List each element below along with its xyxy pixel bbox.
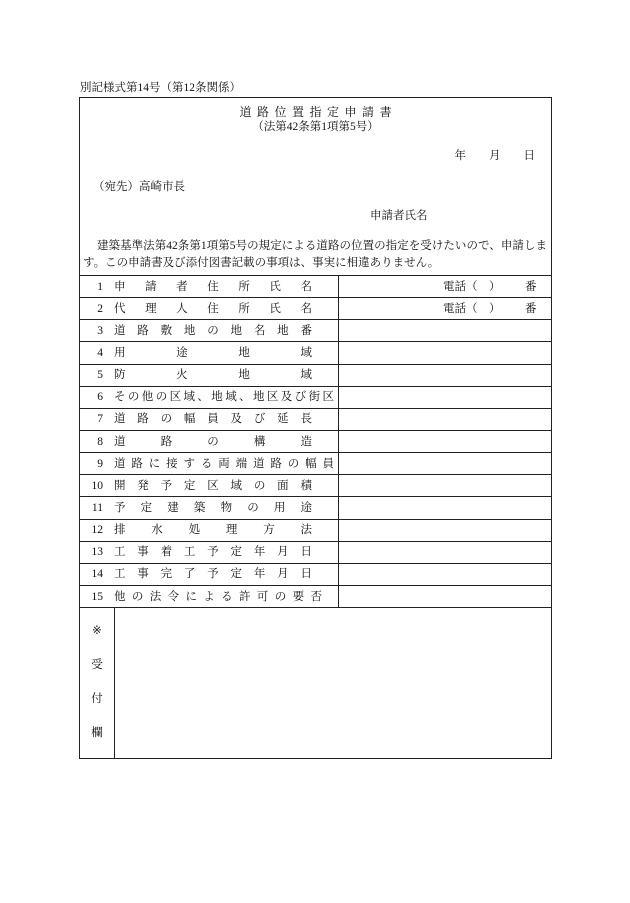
row-value-cell [338, 586, 551, 607]
row-value-cell [338, 542, 551, 563]
reception-label [80, 608, 115, 758]
table-row [80, 409, 551, 431]
table-row [80, 453, 551, 475]
form-subtitle: （法第42条第1項第5号） [252, 121, 379, 133]
row-label: 排水処理方法 [114, 524, 312, 537]
row-value-cell [338, 298, 551, 319]
row-number: 15 [91, 590, 103, 603]
reception-section [80, 608, 551, 758]
date-line: 年 月 日 [454, 150, 535, 162]
statement-line: 建築基準法第42条第1項第5号の規定による道路の位置の指定を受けたいので、申請しま [97, 240, 547, 252]
table-row [80, 497, 551, 519]
row-label: 工事完了予定年月日 [114, 568, 312, 581]
form-header [80, 98, 551, 275]
phone-suffix: 番 [525, 302, 537, 315]
form-title: 道路位置指定申請書 [239, 105, 397, 119]
row-number: 7 [97, 413, 103, 426]
row-number: 13 [91, 546, 103, 559]
row-value-cell [338, 564, 551, 585]
row-value-cell [338, 431, 551, 452]
row-label: 道路の構造 [114, 435, 312, 448]
addressee: （宛先）高崎市長 [93, 181, 185, 193]
row-number: 14 [91, 568, 103, 581]
form-number: 別記様式第14号（第12条関係） [80, 82, 241, 94]
row-value-cell [338, 387, 551, 408]
row-label: 工事着工予定年月日 [114, 546, 312, 559]
row-label: その他の区域、地域、地区及び街区 [114, 391, 334, 404]
table-row [80, 520, 551, 542]
table-row [80, 475, 551, 497]
table-row [80, 542, 551, 564]
row-label: 用途地域 [114, 346, 312, 359]
row-number: 6 [97, 391, 103, 404]
row-number: 3 [97, 324, 103, 337]
row-label: 申請者住所氏名 [114, 280, 312, 293]
row-number: 11 [91, 501, 103, 514]
row-value-cell [338, 497, 551, 518]
table-row [80, 365, 551, 387]
row-value-cell [338, 520, 551, 541]
row-label: 道路敷地の地名地番 [114, 324, 312, 337]
row-label: 道路に接する両端道路の幅員 [114, 457, 334, 470]
row-value-cell [338, 342, 551, 363]
table-row [80, 431, 551, 453]
row-value-cell [338, 365, 551, 386]
table-row [80, 564, 551, 586]
row-label: 防火地域 [114, 369, 312, 382]
phone-suffix: 番 [525, 280, 537, 293]
reception-stamp-area [115, 608, 551, 758]
row-value-cell [338, 320, 551, 341]
applicant-name-label: 申請者氏名 [370, 210, 428, 222]
row-value-cell [338, 453, 551, 474]
items-table [80, 275, 551, 608]
phone-label: 電話（ ） [443, 280, 501, 293]
row-number: 8 [97, 435, 103, 448]
row-value-cell [338, 475, 551, 496]
row-number: 1 [97, 280, 103, 293]
phone-label: 電話（ ） [443, 302, 501, 315]
reception-mark: 付 [91, 693, 103, 705]
row-number: 2 [97, 302, 103, 315]
table-row [80, 320, 551, 342]
table-row [80, 298, 551, 320]
table-row [80, 586, 551, 608]
row-label: 代理人住所氏名 [114, 302, 312, 315]
statement-line: す。この申請書及び添付図書記載の事項は、事実に相違ありません。 [83, 257, 440, 269]
row-label: 予定建築物の用途 [114, 501, 312, 514]
reception-mark: ※ [92, 625, 102, 637]
row-number: 12 [91, 524, 103, 537]
row-label: 他の法令による許可の要否 [114, 590, 322, 603]
row-number: 9 [97, 457, 103, 470]
row-number: 5 [97, 369, 103, 382]
row-label: 道路の幅員及び延長 [114, 413, 312, 426]
row-value-cell [338, 276, 551, 297]
row-number: 10 [91, 479, 103, 492]
table-row [80, 276, 551, 298]
row-label: 開発予定区域の面積 [114, 479, 312, 492]
row-value-cell [338, 409, 551, 430]
table-row [80, 387, 551, 409]
row-number: 4 [97, 346, 103, 359]
reception-mark: 受 [91, 659, 103, 671]
reception-mark: 欄 [91, 727, 103, 739]
application-form [79, 97, 552, 759]
table-row [80, 342, 551, 364]
